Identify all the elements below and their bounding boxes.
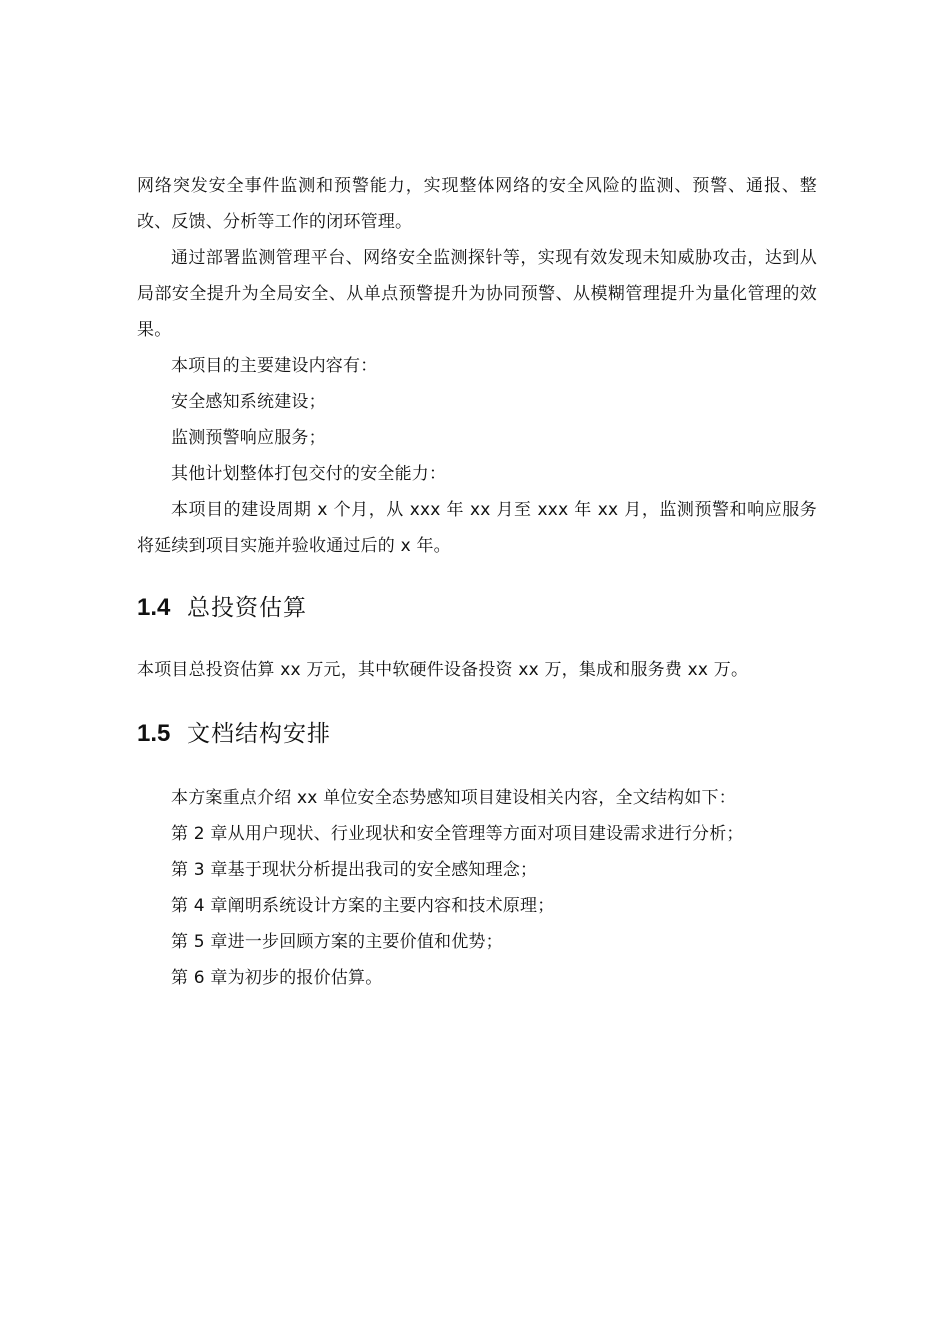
chapter-item: 第 5 章进一步回顾方案的主要价值和优势；	[171, 932, 503, 952]
structure-intro-paragraph: 本方案重点介绍 xx 单位安全态势感知项目建设相关内容，全文结构如下：	[171, 788, 736, 808]
chapter-item: 第 2 章从用户现状、行业现状和安全管理等方面对项目建设需求进行分析；	[171, 824, 744, 844]
section-title: 总投资估算	[187, 595, 307, 621]
chapter-item: 第 6 章为初步的报价估算。	[171, 968, 383, 988]
construction-period-paragraph: 本项目的建设周期 x 个月，从 xxx 年 xx 月至 xxx 年 xx 月，监测预警和响应服务将延续到项目实施并验收通过后的 x 年。	[137, 500, 817, 556]
chapter-item: 第 4 章阐明系统设计方案的主要内容和技术原理；	[171, 896, 555, 916]
document-body	[137, 168, 817, 996]
main-content-label: 本项目的主要建设内容有：	[171, 356, 378, 376]
chapter-item: 第 3 章基于现状分析提出我司的安全感知理念；	[171, 860, 538, 880]
intro-paragraph-2: 通过部署监测管理平台、网络安全监测探针等，实现有效发现未知威胁攻击，达到从局部安全提升为全局安全、从单点预警提升为协同预警、从模糊管理提升为量化管理的效果。	[137, 248, 817, 340]
intro-paragraph-1: 网络突发安全事件监测和预警能力，实现整体网络的安全风险的监测、预警、通报、整改、反馈、分析等工作的闭环管理。	[137, 176, 817, 232]
investment-paragraph: 本项目总投资估算 xx 万元，其中软硬件设备投资 xx 万，集成和服务费 xx 万。	[137, 660, 749, 680]
section-heading-1-4	[137, 590, 817, 626]
section-title: 文档结构安排	[187, 721, 331, 747]
content-item-3: 其他计划整体打包交付的安全能力：	[171, 464, 447, 484]
content-item-2: 监测预警响应服务；	[171, 428, 326, 448]
content-item-1: 安全感知系统建设；	[171, 392, 326, 412]
section-number: 1.4	[137, 594, 171, 621]
section-heading-1-5	[137, 716, 817, 752]
section-number: 1.5	[137, 720, 171, 747]
